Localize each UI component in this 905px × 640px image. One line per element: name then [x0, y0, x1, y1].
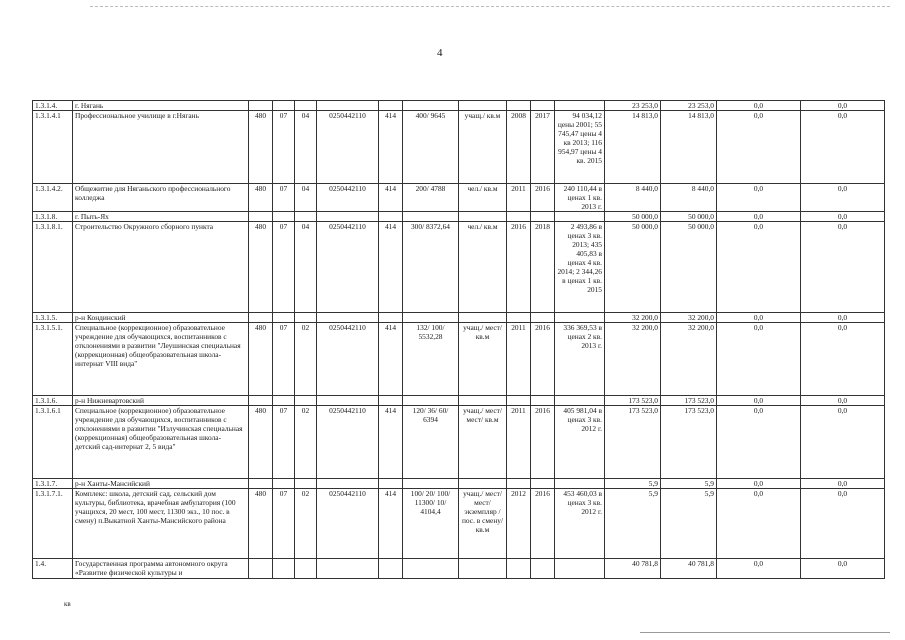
amount-year-cell: 14 813,0	[661, 111, 717, 184]
ministry-code-cell	[249, 212, 273, 222]
capacity-cell: 132/ 100/ 5532,28	[403, 323, 459, 396]
amount-year-cell: 23 253,0	[661, 101, 717, 111]
unit-cell: учащ./ кв.м	[459, 111, 507, 184]
section-code-cell: 07	[273, 222, 295, 313]
row-name-cell: р-н Кондинский	[73, 313, 249, 323]
row-number-cell: 1.3.1.7.	[33, 479, 73, 489]
estimated-cost-cell	[555, 479, 605, 489]
end-year-cell: 2016	[531, 184, 555, 212]
estimated-cost-cell: 336 369,53 в ценах 2 кв. 2013 г.	[555, 323, 605, 396]
row-name-cell: Профессиональное училище в г.Нягань	[73, 111, 249, 184]
scan-artifact-top	[90, 6, 890, 7]
expense-type-cell: 414	[379, 111, 403, 184]
section-code-cell	[273, 479, 295, 489]
row-name-cell: Комплекс: школа, детский сад, сельский дом культуры, библиотека, врачебная амбулатория (100 учащихся, 20 мест, 100 мест, 11300 экз., 10 пос. в смену) п.Выкатной Ханты-Мансийского района	[73, 489, 249, 559]
start-year-cell: 2011	[507, 184, 531, 212]
amount-next-cell: 0,0	[717, 396, 801, 406]
ministry-code-cell	[249, 396, 273, 406]
amount-next-cell: 0,0	[717, 489, 801, 559]
end-year-cell: 2018	[531, 222, 555, 313]
row-number-cell: 1.3.1.6.	[33, 396, 73, 406]
ministry-code-cell: 480	[249, 489, 273, 559]
unit-cell	[459, 313, 507, 323]
amount-after-cell: 0,0	[801, 323, 885, 396]
amount-after-cell: 0,0	[801, 313, 885, 323]
section-code-cell	[273, 313, 295, 323]
amount-total-cell: 23 253,0	[605, 101, 661, 111]
table-row	[33, 559, 885, 579]
table-row	[33, 479, 885, 489]
row-name-cell: Специальное (коррекционное) образовательное учреждение для обучающихся, воспитанников с отклонениями в развитии "Леушинская специальная (коррекционная) общеобразовательная школа-интернат VIII вида"	[73, 323, 249, 396]
row-number-cell: 1.4.	[33, 559, 73, 579]
target-code-cell	[317, 396, 379, 406]
amount-after-cell: 0,0	[801, 222, 885, 313]
target-code-cell: 0250442110	[317, 489, 379, 559]
capacity-cell	[403, 559, 459, 579]
section-code-cell: 07	[273, 489, 295, 559]
expense-type-cell: 414	[379, 323, 403, 396]
estimated-cost-cell: 94 034,12 цены 2001; 55 745,47 цены 4 кв 2013; 116 954,97 цены 4 кв. 2015	[555, 111, 605, 184]
amount-total-cell: 5,9	[605, 479, 661, 489]
subsection-code-cell: 04	[295, 222, 317, 313]
amount-total-cell: 173 523,0	[605, 406, 661, 479]
table-row	[33, 406, 885, 479]
subsection-code-cell: 04	[295, 184, 317, 212]
amount-year-cell: 40 781,8	[661, 559, 717, 579]
expense-type-cell	[379, 396, 403, 406]
amount-after-cell: 0,0	[801, 111, 885, 184]
amount-total-cell: 50 000,0	[605, 212, 661, 222]
section-code-cell: 07	[273, 323, 295, 396]
scan-artifact-bottom	[640, 632, 890, 633]
start-year-cell	[507, 313, 531, 323]
table-row	[33, 489, 885, 559]
amount-next-cell: 0,0	[717, 559, 801, 579]
subsection-code-cell: 02	[295, 323, 317, 396]
end-year-cell	[531, 101, 555, 111]
unit-cell	[459, 101, 507, 111]
capacity-cell	[403, 101, 459, 111]
target-code-cell: 0250442110	[317, 111, 379, 184]
end-year-cell	[531, 313, 555, 323]
ministry-code-cell: 480	[249, 323, 273, 396]
start-year-cell: 2011	[507, 323, 531, 396]
end-year-cell: 2017	[531, 111, 555, 184]
row-name-cell: Общежитие для Няганьского профессионального колледжа	[73, 184, 249, 212]
unit-cell	[459, 479, 507, 489]
end-year-cell	[531, 479, 555, 489]
amount-next-cell: 0,0	[717, 323, 801, 396]
start-year-cell	[507, 101, 531, 111]
row-name-cell: г. Пыть-Ях	[73, 212, 249, 222]
target-code-cell	[317, 212, 379, 222]
amount-next-cell: 0,0	[717, 313, 801, 323]
row-name-cell: р-н Нижневартовский	[73, 396, 249, 406]
amount-total-cell: 50 000,0	[605, 222, 661, 313]
row-number-cell: 1.3.1.8.	[33, 212, 73, 222]
section-code-cell: 07	[273, 111, 295, 184]
ministry-code-cell: 480	[249, 184, 273, 212]
section-code-cell	[273, 396, 295, 406]
unit-cell	[459, 212, 507, 222]
end-year-cell: 2016	[531, 406, 555, 479]
subsection-code-cell: 02	[295, 489, 317, 559]
ministry-code-cell: 480	[249, 222, 273, 313]
start-year-cell: 2012	[507, 489, 531, 559]
start-year-cell	[507, 479, 531, 489]
subsection-code-cell	[295, 396, 317, 406]
unit-cell	[459, 559, 507, 579]
expense-type-cell	[379, 212, 403, 222]
table-row	[33, 212, 885, 222]
estimated-cost-cell	[555, 101, 605, 111]
target-code-cell: 0250442110	[317, 222, 379, 313]
amount-after-cell: 0,0	[801, 184, 885, 212]
amount-next-cell: 0,0	[717, 101, 801, 111]
expense-type-cell	[379, 101, 403, 111]
unit-cell: учащ./ мест/ мест/ экземпляр / пос. в смену/ кв.м	[459, 489, 507, 559]
unit-cell: чел./ кв.м	[459, 222, 507, 313]
estimated-cost-cell: 240 110,44 в ценах 1 кв. 2013 г.	[555, 184, 605, 212]
unit-cell: чел./ кв.м	[459, 184, 507, 212]
amount-year-cell: 32 200,0	[661, 323, 717, 396]
section-code-cell	[273, 212, 295, 222]
amount-year-cell: 5,9	[661, 489, 717, 559]
capacity-cell: 100/ 20/ 100/ 11300/ 10/ 4104,4	[403, 489, 459, 559]
subsection-code-cell	[295, 479, 317, 489]
target-code-cell	[317, 559, 379, 579]
estimated-cost-cell: 453 460,03 в ценах 3 кв. 2012 г.	[555, 489, 605, 559]
target-code-cell	[317, 101, 379, 111]
amount-total-cell: 32 200,0	[605, 323, 661, 396]
amount-year-cell: 50 000,0	[661, 222, 717, 313]
target-code-cell	[317, 479, 379, 489]
page-footer: кв	[64, 600, 71, 608]
amount-next-cell: 0,0	[717, 479, 801, 489]
row-name-cell: Специальное (коррекционное) образовательное учреждение для обучающихся, воспитанников с отклонениями в развитии "Излучинская специальная (коррекционная) общеобразовательная школа-детский сад-интернат 2, 5 вида"	[73, 406, 249, 479]
amount-total-cell: 32 200,0	[605, 313, 661, 323]
amount-after-cell: 0,0	[801, 396, 885, 406]
expense-type-cell: 414	[379, 222, 403, 313]
estimated-cost-cell: 2 493,86 в ценах 3 кв. 2013; 435 405,83 в ценах 4 кв. 2014; 2 344,26 в ценах 1 кв. 2015	[555, 222, 605, 313]
amount-after-cell: 0,0	[801, 489, 885, 559]
row-name-cell: Государственная программа автономного округа «Развитие физической культуры и	[73, 559, 249, 579]
amount-total-cell: 8 440,0	[605, 184, 661, 212]
subsection-code-cell: 02	[295, 406, 317, 479]
ministry-code-cell: 480	[249, 406, 273, 479]
table-row	[33, 222, 885, 313]
row-number-cell: 1.3.1.5.1.	[33, 323, 73, 396]
expense-type-cell	[379, 313, 403, 323]
end-year-cell	[531, 396, 555, 406]
estimated-cost-cell	[555, 559, 605, 579]
subsection-code-cell: 04	[295, 111, 317, 184]
ministry-code-cell: 480	[249, 111, 273, 184]
amount-next-cell: 0,0	[717, 222, 801, 313]
row-number-cell: 1.3.1.5.	[33, 313, 73, 323]
amount-after-cell: 0,0	[801, 406, 885, 479]
section-code-cell: 07	[273, 406, 295, 479]
ministry-code-cell	[249, 559, 273, 579]
start-year-cell	[507, 212, 531, 222]
estimated-cost-cell	[555, 212, 605, 222]
end-year-cell: 2016	[531, 323, 555, 396]
start-year-cell: 2011	[507, 406, 531, 479]
row-number-cell: 1.3.1.6.1	[33, 406, 73, 479]
start-year-cell	[507, 559, 531, 579]
section-code-cell	[273, 559, 295, 579]
unit-cell: учащ./ мест/ кв.м	[459, 323, 507, 396]
ministry-code-cell	[249, 479, 273, 489]
amount-next-cell: 0,0	[717, 184, 801, 212]
capacity-cell: 200/ 4788	[403, 184, 459, 212]
capacity-cell: 300/ 8372,64	[403, 222, 459, 313]
table-row	[33, 396, 885, 406]
amount-after-cell: 0,0	[801, 212, 885, 222]
amount-next-cell: 0,0	[717, 406, 801, 479]
table-row	[33, 111, 885, 184]
amount-total-cell: 5,9	[605, 489, 661, 559]
capacity-cell	[403, 313, 459, 323]
amount-after-cell: 0,0	[801, 559, 885, 579]
amount-next-cell: 0,0	[717, 111, 801, 184]
amount-year-cell: 5,9	[661, 479, 717, 489]
amount-after-cell: 0,0	[801, 479, 885, 489]
capacity-cell: 400/ 9645	[403, 111, 459, 184]
row-name-cell: Строительство Окружного сборного пункта	[73, 222, 249, 313]
table-row	[33, 184, 885, 212]
row-number-cell: 1.3.1.4.1	[33, 111, 73, 184]
capacity-cell	[403, 479, 459, 489]
end-year-cell	[531, 212, 555, 222]
expense-type-cell: 414	[379, 406, 403, 479]
table-row	[33, 101, 885, 111]
estimated-cost-cell	[555, 313, 605, 323]
subsection-code-cell	[295, 212, 317, 222]
row-number-cell: 1.3.1.4.	[33, 101, 73, 111]
amount-year-cell: 8 440,0	[661, 184, 717, 212]
start-year-cell: 2008	[507, 111, 531, 184]
end-year-cell: 2016	[531, 489, 555, 559]
table-row	[33, 323, 885, 396]
amount-next-cell: 0,0	[717, 212, 801, 222]
capacity-cell	[403, 212, 459, 222]
subsection-code-cell	[295, 313, 317, 323]
amount-after-cell: 0,0	[801, 101, 885, 111]
section-code-cell: 07	[273, 184, 295, 212]
estimated-cost-cell: 405 981,04 в ценах 3 кв. 2012 г.	[555, 406, 605, 479]
budget-table	[32, 100, 885, 579]
unit-cell	[459, 396, 507, 406]
amount-year-cell: 32 200,0	[661, 313, 717, 323]
capacity-cell	[403, 396, 459, 406]
expense-type-cell	[379, 559, 403, 579]
expense-type-cell	[379, 479, 403, 489]
row-name-cell: р-н Ханты-Мансийский	[73, 479, 249, 489]
row-name-cell: г. Нягань	[73, 101, 249, 111]
expense-type-cell: 414	[379, 489, 403, 559]
end-year-cell	[531, 559, 555, 579]
start-year-cell	[507, 396, 531, 406]
section-code-cell	[273, 101, 295, 111]
row-number-cell: 1.3.1.4.2.	[33, 184, 73, 212]
capacity-cell: 120/ 36/ 60/ 6394	[403, 406, 459, 479]
estimated-cost-cell	[555, 396, 605, 406]
amount-year-cell: 50 000,0	[661, 212, 717, 222]
subsection-code-cell	[295, 101, 317, 111]
amount-total-cell: 40 781,8	[605, 559, 661, 579]
ministry-code-cell	[249, 313, 273, 323]
row-number-cell: 1.3.1.7.1.	[33, 489, 73, 559]
expense-type-cell: 414	[379, 184, 403, 212]
amount-year-cell: 173 523,0	[661, 406, 717, 479]
table-row	[33, 313, 885, 323]
ministry-code-cell	[249, 101, 273, 111]
page-number: 4	[437, 47, 443, 59]
subsection-code-cell	[295, 559, 317, 579]
amount-total-cell: 173 523,0	[605, 396, 661, 406]
amount-total-cell: 14 813,0	[605, 111, 661, 184]
target-code-cell: 0250442110	[317, 406, 379, 479]
row-number-cell: 1.3.1.8.1.	[33, 222, 73, 313]
target-code-cell: 0250442110	[317, 184, 379, 212]
target-code-cell	[317, 313, 379, 323]
start-year-cell: 2016	[507, 222, 531, 313]
amount-year-cell: 173 523,0	[661, 396, 717, 406]
target-code-cell: 0250442110	[317, 323, 379, 396]
unit-cell: учащ./ мест/ мест/ кв.м	[459, 406, 507, 479]
